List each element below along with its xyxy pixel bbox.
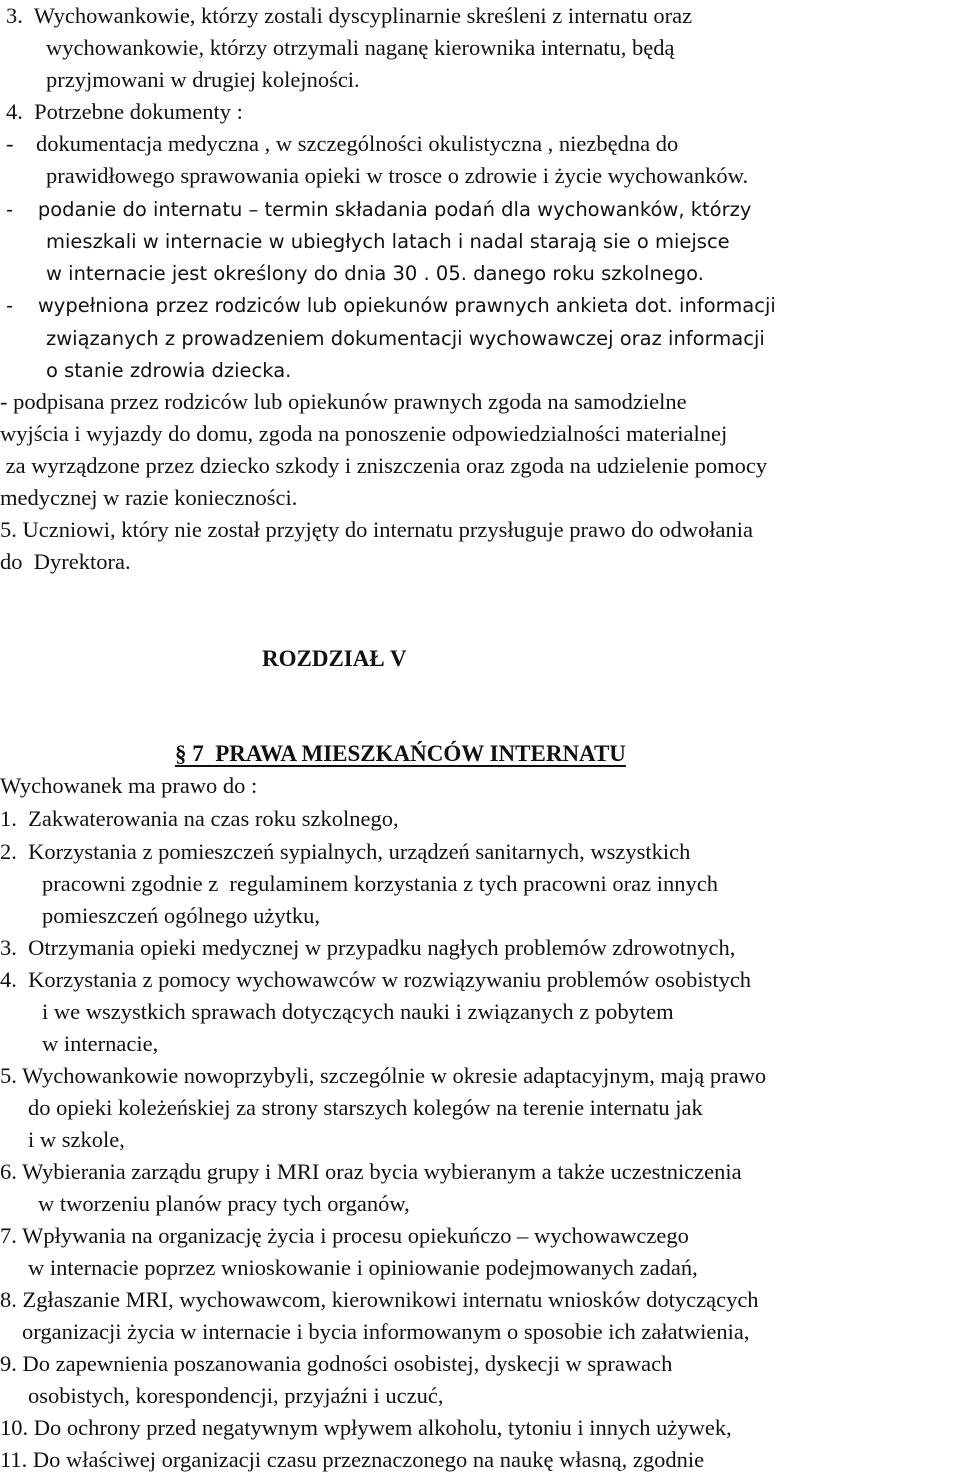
list-item-continuation: do opieki koleżeńskiej za strony starszych kolegów na terenie internatu jak	[28, 1095, 703, 1120]
list-item-continuation: organizacji życia w internacie i bycia informowanym o sposobie ich załatwienia,	[22, 1319, 750, 1344]
paragraph-line: prawidłowego sprawowania opieki w trosce o zdrowie i życie wychowanków.	[46, 163, 749, 188]
list-item-continuation: pracowni zgodnie z regulaminem korzystania z tych pracowni oraz innych	[42, 871, 718, 896]
list-item-continuation: i we wszystkich sprawach dotyczących nauki i związanych z pobytem	[42, 999, 674, 1024]
paragraph-line: za wyrządzone przez dziecko szkody i zniszczenia oraz zgoda na udzielenie pomocy	[0, 453, 768, 478]
list-item: 5. Wychowankowie nowoprzybyli, szczególnie w okresie adaptacyjnym, mają prawo	[0, 1063, 767, 1088]
list-item-continuation: pomieszczeń ogólnego użytku,	[42, 903, 321, 928]
paragraph-line: - dokumentacja medyczna , w szczególności okulistyczna , niezbędna do	[6, 131, 679, 156]
paragraph-line: w internacie jest określony do dnia 30 . 05. danego roku szkolnego.	[46, 262, 704, 285]
list-item-continuation: i w szkole,	[28, 1127, 125, 1152]
list-intro: Wychowanek ma prawo do :	[0, 773, 258, 798]
list-item-continuation: osobistych, korespondencji, przyjaźni i uczuć,	[28, 1383, 444, 1408]
list-item: 1. Zakwaterowania na czas roku szkolnego,	[0, 806, 399, 831]
list-item-continuation: w internacie,	[42, 1031, 159, 1056]
paragraph-line: 3. Wychowankowie, którzy zostali dyscyplinarnie skreśleni z internatu oraz	[6, 3, 693, 28]
paragraph-line: związanych z prowadzeniem dokumentacji wychowawczej oraz informacji	[46, 327, 765, 350]
paragraph-line: o stanie zdrowia dziecka.	[46, 359, 292, 382]
list-item: 10. Do ochrony przed negatywnym wpływem alkoholu, tytoniu i innych używek,	[0, 1415, 732, 1440]
list-item: 11. Do właściwej organizacji czasu przeznaczonego na naukę własną, zgodnie	[0, 1447, 705, 1472]
list-item: 7. Wpływania na organizację życia i procesu opiekuńczo – wychowawczego	[0, 1223, 689, 1248]
paragraph-line: mieszkali w internacie w ubiegłych latach i nadal starają sie o miejsce	[46, 230, 730, 253]
chapter-title: ROZDZIAŁ V	[262, 646, 407, 671]
paragraph-line: - podanie do internatu – termin składania podań dla wychowanków, którzy	[6, 198, 752, 221]
paragraph-line: medycznej w razie konieczności.	[0, 485, 298, 510]
section-title	[152, 706, 626, 766]
list-item: 2. Korzystania z pomieszczeń sypialnych, urządzeń sanitarnych, wszystkich	[0, 839, 691, 864]
paragraph-line: - wypełniona przez rodziców lub opiekunów prawnych ankieta dot. informacji	[6, 294, 776, 317]
list-item: 8. Zgłaszanie MRI, wychowawcom, kierownikowi internatu wniosków dotyczących	[0, 1287, 759, 1312]
paragraph-line: przyjmowani w drugiej kolejności.	[46, 67, 360, 92]
list-item: 9. Do zapewnienia poszanowania godności osobistej, dyskecji w sprawach	[0, 1351, 673, 1376]
paragraph-line: do Dyrektora.	[0, 549, 131, 574]
list-item-continuation: w internacie poprzez wnioskowanie i opiniowanie podejmowanych zadań,	[28, 1255, 698, 1280]
list-item-continuation: w tworzeniu planów pracy tych organów,	[38, 1191, 410, 1216]
paragraph-line: wychowankowie, którzy otrzymali naganę kierownika internatu, będą	[46, 35, 675, 60]
section-title-text: § 7 PRAWA MIESZKAŃCÓW INTERNATU	[175, 741, 626, 766]
list-item: 3. Otrzymania opieki medycznej w przypadku nagłych problemów zdrowotnych,	[0, 935, 736, 960]
paragraph-line: - podpisana przez rodziców lub opiekunów prawnych zgoda na samodzielne	[0, 389, 687, 414]
list-item: 4. Korzystania z pomocy wychowawców w rozwiązywaniu problemów osobistych	[0, 967, 752, 992]
list-item: 6. Wybierania zarządu grupy i MRI oraz bycia wybieranym a także uczestniczenia	[0, 1159, 742, 1184]
paragraph-line: 5. Uczniowi, który nie został przyjęty do internatu przysługuje prawo do odwołania	[0, 517, 753, 542]
paragraph-line: wyjścia i wyjazdy do domu, zgoda na ponoszenie odpowiedzialności materialnej	[0, 421, 728, 446]
paragraph-line: 4. Potrzebne dokumenty :	[6, 99, 243, 124]
